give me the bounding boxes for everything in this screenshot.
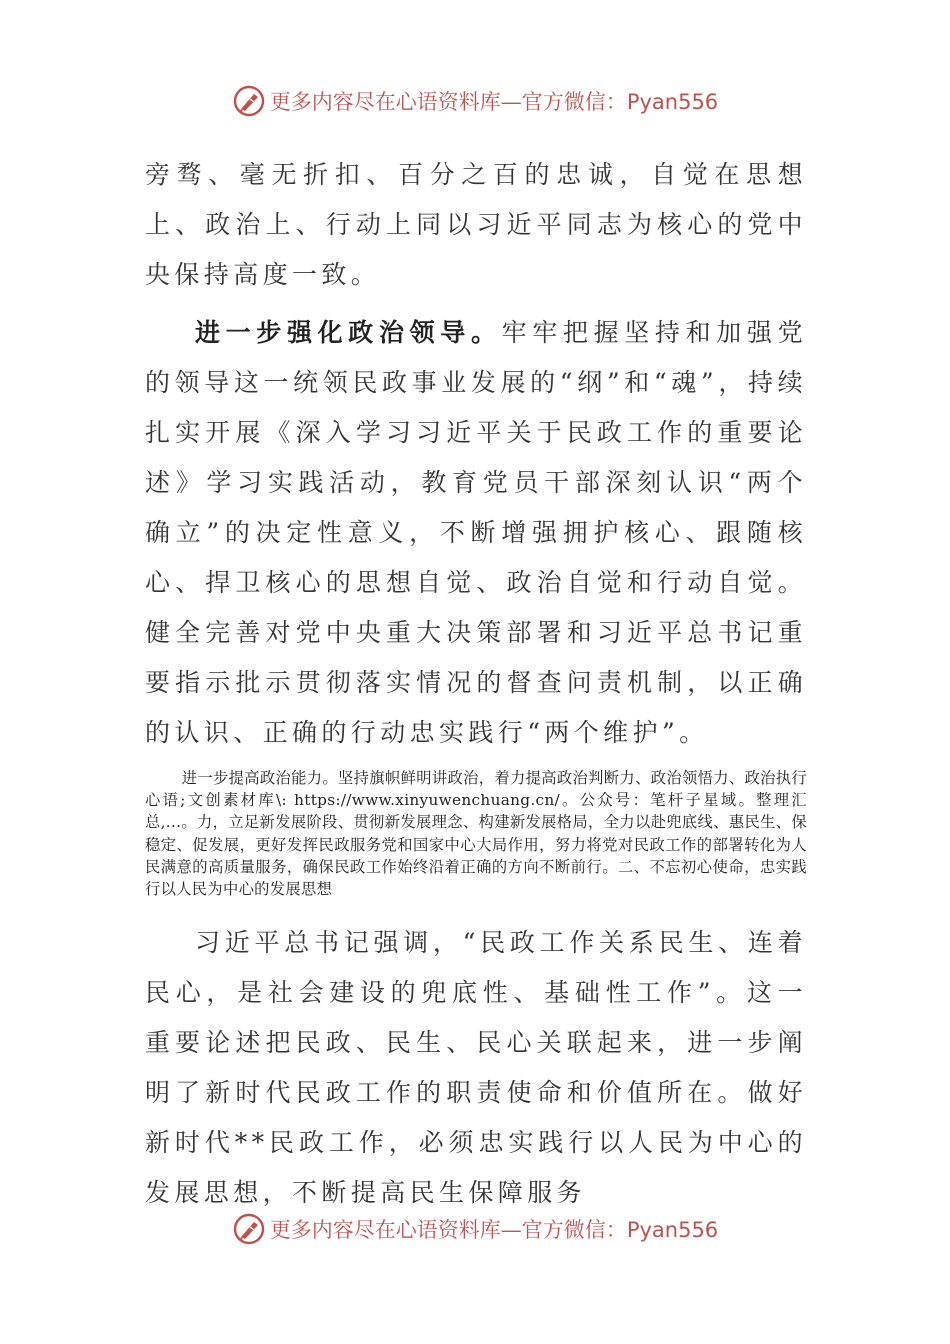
pen-nib-icon [232,1212,266,1246]
banner-text: 更多内容尽在心语资料库—官方微信：Pyan556 [269,1218,719,1242]
header-banner [0,84,950,118]
paragraph-political-leadership: 进一步强化政治领导。牢牢把握坚持和加强党的领导这一统领民政事业发展的“纲”和“魂”，持续扎实开展《深入学习习近平关于民政工作的重要论述》学习实践活动，教育党员干部深刻认识“两个确立”的决定性意义，不断增强拥护核心、跟随核心、捍卫核心的思想自觉、政治自觉和行动自觉。健全完善对党中央重大决策部署和习近平总书记重要指示批示贯彻落实情况的督查问责机制，以正确的认识、正确的行动忠实践行“两个维护”。 [145,318,807,747]
paragraph-political-ability: 进一步提高政治能力。坚持旗帜鲜明讲政治，着力提高政治判断力、政治领悟力、政治执行心语;文创素材库\: https://www.xinyuwenchuang.cn/。公众号：笔杆子星域。整理汇总,...。力，立足新发展阶段、贯彻新发展理念、构建新发展格局，全力以赴兜底线、惠民生、保稳定、促发展，更好发挥民政服务党和国家中心大局作用，努力将党对民政工作的部署转化为人民满意的高质量服务，确保民政工作始终沿着正确的方向不断前行。二、不忘初心使命，忠实践行以人民为中心的发展思想 [145,769,807,899]
document-body [145,150,807,1218]
pen-nib-icon [232,84,266,118]
footer-banner [0,1212,950,1246]
paragraph-heading: 进一步强化政治领导。 [195,318,502,347]
paragraph-continuation: 旁骛、毫无折扣、百分之百的忠诚，自觉在思想上、政治上、行动上同以习近平同志为核心的党中央保持高度一致。 [145,160,807,289]
paragraph-people-centered: 习近平总书记强调，“民政工作关系民生、连着民心，是社会建设的兜底性、基础性工作”。这一重要论述把民政、民生、民心关联起来，进一步阐明了新时代民政工作的职责使命和价值所在。做好新时代**民政工作，必须忠实践行以人民为中心的发展思想，不断提高民生保障服务 [145,928,807,1208]
banner-text: 更多内容尽在心语资料库—官方微信：Pyan556 [269,90,719,114]
